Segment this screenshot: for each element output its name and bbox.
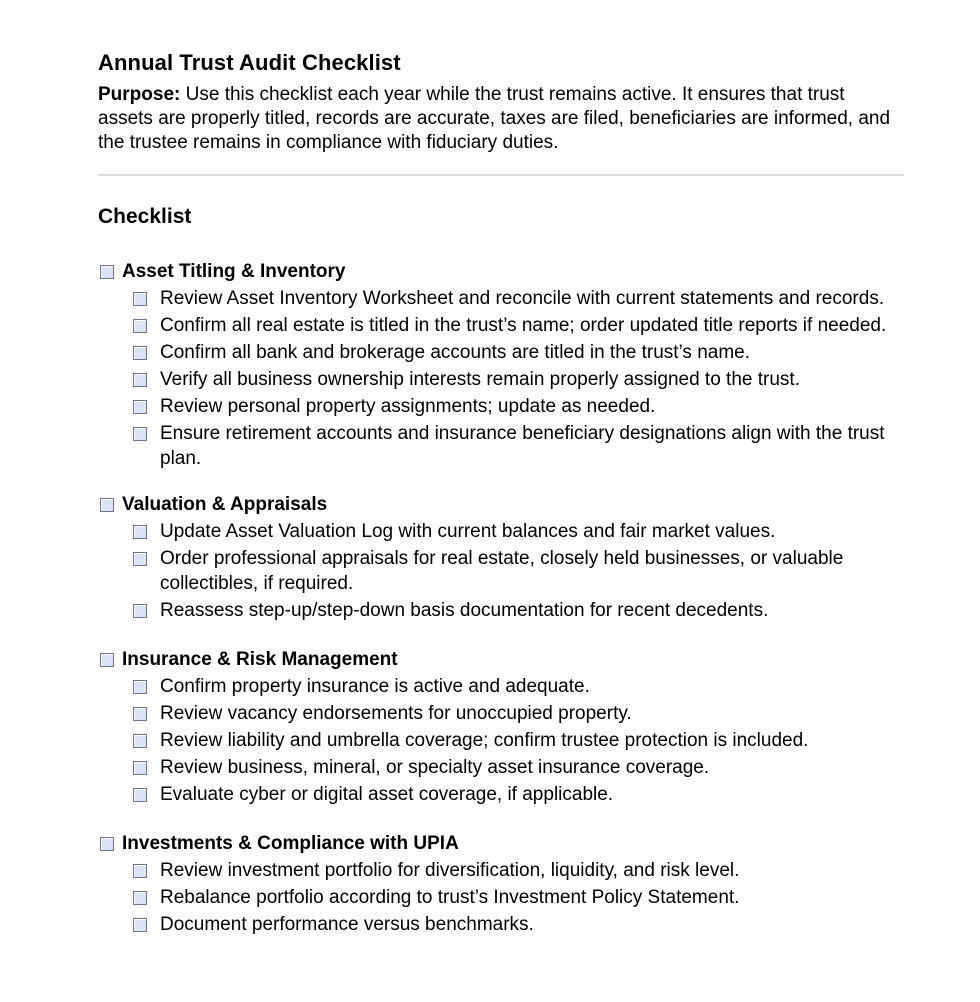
checkbox-icon[interactable]	[133, 319, 147, 333]
checkbox-icon[interactable]	[133, 891, 147, 905]
group-heading-row	[98, 492, 904, 518]
item-text: Ensure retirement accounts and insurance beneficiary designations align with the trust plan.	[160, 423, 885, 469]
checklist-item	[98, 421, 904, 471]
item-text: Document performance versus benchmarks.	[160, 914, 534, 935]
checkbox-icon[interactable]	[133, 292, 147, 306]
group-heading-row	[98, 259, 904, 285]
group-heading-row	[98, 647, 904, 673]
checkbox-icon[interactable]	[100, 837, 114, 851]
checklist-items	[98, 519, 904, 623]
checkbox-icon[interactable]	[133, 918, 147, 932]
section-divider	[98, 174, 904, 176]
group-heading: Investments & Compliance with UPIA	[122, 833, 459, 854]
item-text: Confirm all real estate is titled in the trust’s name; order updated title reports if needed.	[160, 315, 887, 336]
checklist-item	[98, 598, 904, 623]
checkbox-icon[interactable]	[133, 400, 147, 414]
checklist-item	[98, 701, 904, 726]
item-text: Reassess step-up/step-down basis documentation for recent decedents.	[160, 600, 769, 621]
checklist-item	[98, 885, 904, 910]
item-text: Review vacancy endorsements for unoccupied property.	[160, 703, 632, 724]
checklist-item	[98, 755, 904, 780]
checkbox-icon[interactable]	[133, 427, 147, 441]
checkbox-icon[interactable]	[133, 734, 147, 748]
checklist-item	[98, 728, 904, 753]
checklist-items	[98, 674, 904, 807]
checklist-group-investments	[98, 831, 904, 937]
group-heading: Asset Titling & Inventory	[122, 261, 346, 282]
checklist-item	[98, 674, 904, 699]
checklist-item	[98, 367, 904, 392]
item-text: Update Asset Valuation Log with current balances and fair market values.	[160, 521, 776, 542]
item-text: Confirm property insurance is active and adequate.	[160, 676, 590, 697]
checklist-item	[98, 394, 904, 419]
group-heading: Valuation & Appraisals	[122, 494, 328, 515]
checkbox-icon[interactable]	[133, 707, 147, 721]
item-text: Evaluate cyber or digital asset coverage, if applicable.	[160, 784, 614, 805]
checkbox-icon[interactable]	[100, 265, 114, 279]
checkbox-icon[interactable]	[133, 788, 147, 802]
checkbox-icon[interactable]	[133, 373, 147, 387]
checklist-item	[98, 519, 904, 544]
item-text: Order professional appraisals for real estate, closely held businesses, or valuable collectibles, if required.	[160, 548, 844, 594]
checkbox-icon[interactable]	[133, 346, 147, 360]
checkbox-icon[interactable]	[133, 525, 147, 539]
checklist-items	[98, 286, 904, 471]
checkbox-icon[interactable]	[133, 604, 147, 618]
checklist-item	[98, 546, 904, 596]
checklist-item	[98, 286, 904, 311]
checklist-item	[98, 858, 904, 883]
item-text: Review liability and umbrella coverage; confirm trustee protection is included.	[160, 730, 809, 751]
checkbox-icon[interactable]	[133, 761, 147, 775]
checkbox-icon[interactable]	[133, 864, 147, 878]
group-heading: Insurance & Risk Management	[122, 649, 398, 670]
checkbox-icon[interactable]	[133, 552, 147, 566]
checkbox-icon[interactable]	[100, 653, 114, 667]
document-title: Annual Trust Audit Checklist	[98, 50, 401, 75]
checkbox-icon[interactable]	[100, 498, 114, 512]
item-text: Confirm all bank and brokerage accounts are titled in the trust’s name.	[160, 342, 751, 363]
checklist-group-valuation	[98, 492, 904, 623]
item-text: Rebalance portfolio according to trust’s Investment Policy Statement.	[160, 887, 740, 908]
item-text: Review personal property assignments; update as needed.	[160, 396, 656, 417]
group-heading-row	[98, 831, 904, 857]
purpose-paragraph	[98, 83, 904, 155]
purpose-text: Use this checklist each year while the trust remains active. It ensures that trust assets are properly titled, records are accurate, taxes are filed, beneficiaries are informed, and the trustee remains in compliance with fiduciary duties.	[98, 84, 891, 153]
checklist-item	[98, 912, 904, 937]
checklist-group-insurance	[98, 647, 904, 807]
item-text: Review Asset Inventory Worksheet and reconcile with current statements and records.	[160, 288, 885, 309]
checklist-items	[98, 858, 904, 937]
checklist-item	[98, 782, 904, 807]
item-text: Review investment portfolio for diversification, liquidity, and risk level.	[160, 860, 740, 881]
checklist-heading: Checklist	[98, 205, 192, 228]
item-text: Verify all business ownership interests remain properly assigned to the trust.	[160, 369, 800, 390]
document-page	[98, 48, 904, 939]
checklist-item	[98, 313, 904, 338]
item-text: Review business, mineral, or specialty asset insurance coverage.	[160, 757, 710, 778]
checklist-item	[98, 340, 904, 365]
checklist-group-asset-titling	[98, 259, 904, 471]
checkbox-icon[interactable]	[133, 680, 147, 694]
purpose-label: Purpose:	[98, 84, 181, 105]
